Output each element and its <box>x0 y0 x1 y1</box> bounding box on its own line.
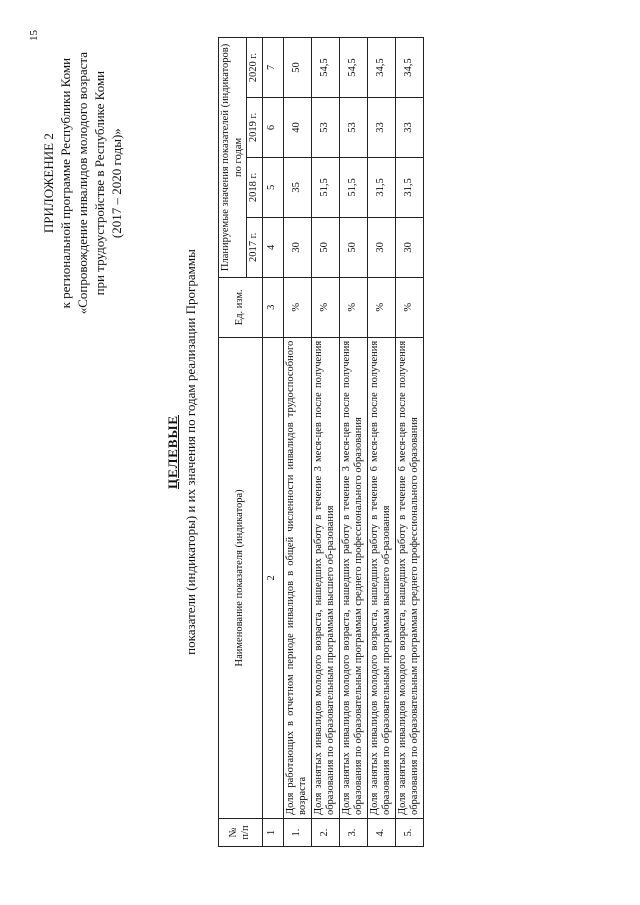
column-numbers-row <box>262 38 283 847</box>
value-2017: 50 <box>339 217 367 277</box>
header-number: № п/п <box>219 819 263 847</box>
value-2019: 53 <box>311 97 339 157</box>
indicator-name: Доля занятых инвалидов молодого возраста, нашедших работу в течение 3 меся-цев после получения образования по образовательным программам среднего профессионального образования <box>339 337 367 818</box>
header-unit: Ед. изм. <box>219 277 263 337</box>
indicator-name: Доля работающих в отчетном периоде инвалидов в общей численности инвалидов трудоспособного возраста <box>283 337 311 818</box>
header-year-2019: 2019 г. <box>247 97 263 157</box>
indicator-name: Доля занятых инвалидов молодого возраста, нашедших работу в течение 6 меся-цев после получения образования по образовательным программам среднего профессионального образования <box>395 337 423 818</box>
indicator-name: Доля занятых инвалидов молодого возраста, нашедших работу в течение 3 меся-цев после получения образования по образовательным программам высшего об-разования <box>311 337 339 818</box>
table-row <box>283 38 311 847</box>
title-main: ЦЕЛЕВЫЕ <box>165 414 180 490</box>
value-2017: 30 <box>395 217 423 277</box>
value-2020: 54,5 <box>311 38 339 98</box>
row-number: 4. <box>367 819 395 847</box>
column-number: 2 <box>262 337 283 818</box>
header-year-2017: 2017 г. <box>247 217 263 277</box>
value-2017: 30 <box>367 217 395 277</box>
value-2019: 33 <box>395 97 423 157</box>
appendix-line-3: «Сопровождение инвалидов молодого возраста <box>75 52 90 315</box>
unit-cell: % <box>367 277 395 337</box>
value-2020: 50 <box>283 38 311 98</box>
value-2018: 31,5 <box>395 157 423 217</box>
value-2019: 33 <box>367 97 395 157</box>
column-number: 1 <box>262 819 283 847</box>
header-year-2020: 2020 г. <box>247 38 263 98</box>
document-title <box>165 22 199 882</box>
column-number: 3 <box>262 277 283 337</box>
table-row <box>395 38 423 847</box>
document-page <box>20 22 620 882</box>
indicators-table <box>218 37 424 847</box>
unit-cell: % <box>311 277 339 337</box>
appendix-heading <box>40 52 125 314</box>
appendix-line-4: при трудоустройстве в Республике Коми <box>92 70 107 296</box>
value-2017: 30 <box>283 217 311 277</box>
value-2017: 50 <box>311 217 339 277</box>
value-2019: 53 <box>339 97 367 157</box>
page-number: 15 <box>28 30 40 41</box>
column-number: 5 <box>262 157 283 217</box>
value-2018: 51,5 <box>339 157 367 217</box>
row-number: 3. <box>339 819 367 847</box>
title-subtitle: показатели (индикаторы) и их значения по годам реализации Программы <box>183 249 198 655</box>
row-number: 1. <box>283 819 311 847</box>
header-year-2018: 2018 г. <box>247 157 263 217</box>
value-2018: 51,5 <box>311 157 339 217</box>
unit-cell: % <box>283 277 311 337</box>
value-2020: 34,5 <box>367 38 395 98</box>
appendix-line-1: ПРИЛОЖЕНИЕ 2 <box>41 133 56 234</box>
column-number: 7 <box>262 38 283 98</box>
value-2020: 34,5 <box>395 38 423 98</box>
value-2018: 35 <box>283 157 311 217</box>
table-row <box>367 38 395 847</box>
column-number: 6 <box>262 97 283 157</box>
value-2020: 54,5 <box>339 38 367 98</box>
row-number: 5. <box>395 819 423 847</box>
header-planned-values: Планируемые значения показателей (индикаторов) по годам <box>219 38 247 278</box>
value-2018: 31,5 <box>367 157 395 217</box>
indicator-name: Доля занятых инвалидов молодого возраста, нашедших работу в течение 6 меся-цев после получения образования по образовательным программам высшего об-разования <box>367 337 395 818</box>
appendix-line-2: к региональной программе Республики Коми <box>58 57 73 309</box>
header-indicator-name: Наименование показателя (индикатора) <box>219 337 263 818</box>
table-row <box>311 38 339 847</box>
value-2019: 40 <box>283 97 311 157</box>
unit-cell: % <box>395 277 423 337</box>
column-number: 4 <box>262 217 283 277</box>
row-number: 2. <box>311 819 339 847</box>
appendix-line-5: (2017 – 2020 годы)» <box>109 128 124 239</box>
table-row <box>339 38 367 847</box>
unit-cell: % <box>339 277 367 337</box>
